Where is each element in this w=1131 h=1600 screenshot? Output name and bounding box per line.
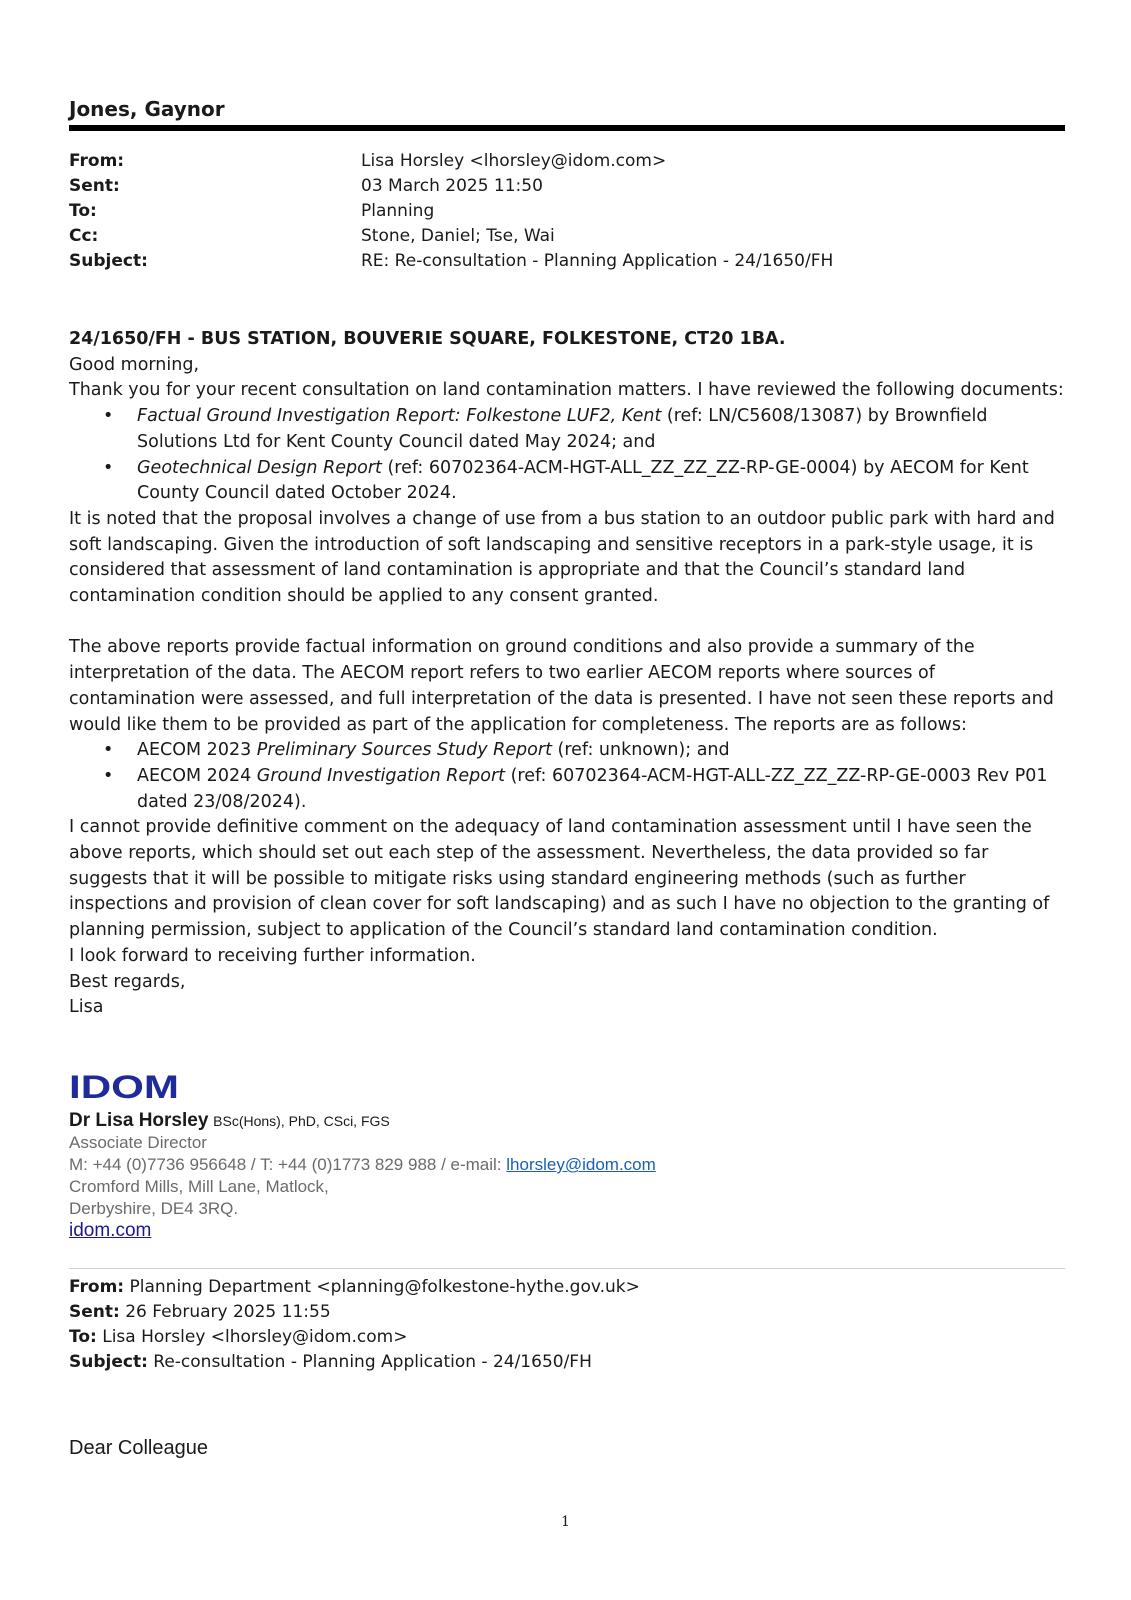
forwarded-header [69, 1275, 640, 1375]
idom-logo [69, 1072, 181, 1106]
page-number: 1 [561, 1514, 570, 1530]
to-label: To: [69, 201, 97, 221]
signature-address-line1: Cromford Mills, Mill Lane, Matlock, [69, 1177, 329, 1196]
fwd-from-label: From: [69, 1277, 125, 1297]
intro-text: Thank you for your recent consultation on land contamination matters. I have reviewed the following documents: [69, 380, 1064, 401]
fwd-from-value: Planning Department <planning@folkestone-hythe.gov.uk> [129, 1277, 640, 1297]
list-item: • Factual Ground Investigation Report: Folkestone LUF2, Kent (ref: LN/C5608/13087) by Brownfield Solutions Ltd for Kent County Council dated May 2024; and [137, 404, 1065, 455]
mailbox-owner: Jones, Gaynor [69, 97, 225, 121]
requested-reports-list [69, 738, 1065, 815]
from-value: Lisa Horsley <lhorsley@idom.com> [361, 151, 667, 171]
salutation: Dear Colleague [69, 1437, 208, 1459]
fwd-to-label: To: [69, 1327, 97, 1347]
reviewed-documents-list [69, 404, 1065, 507]
paragraph-reports: The above reports provide factual information on ground conditions and also provide a summary of the interpretation of the data. The AECOM report refers to two earlier AECOM reports where sources of contamination were assessed, and full interpretation of the data is presented. I have not seen these reports and would like them to be provided as part of the application for completeness. The reports are as follows: [69, 637, 1054, 735]
paragraph-conclusion: I cannot provide definitive comment on the adequacy of land contamination assessment until I have seen the above reports, which should set out each step of the assessment. Nevertheless, the data provided so far suggests that it will be possible to mitigate risks using standard engineering methods (such as further inspections and provision of clean cover for soft landscaping) and as such I have no objection to the granting of planning permission, subject to application of the Council’s standard land contamination condition. [69, 817, 1050, 941]
cc-label: Cc: [69, 226, 99, 246]
email-body [69, 327, 1065, 1021]
fwd-to-value: Lisa Horsley <lhorsley@idom.com> [102, 1327, 408, 1347]
email-signature [69, 1110, 656, 1242]
subject-label: Subject: [69, 251, 148, 271]
paragraph-proposal: It is noted that the proposal involves a change of use from a bus station to an outdoor public park with hard and soft landscaping. Given the introduction of soft landscaping and sensitive receptors in a park-style usage, it is considered that assessment of land contamination is appropriate and that the Council’s standard land contamination condition should be applied to any consent granted. [69, 508, 1055, 607]
signature-email-link[interactable]: lhorsley@idom.com [506, 1155, 656, 1174]
signature-website-link[interactable]: idom.com [69, 1220, 152, 1241]
fwd-subject-value: Re-consultation - Planning Application - 24/1650/FH [153, 1352, 592, 1372]
logo-text: IDOM [69, 1072, 179, 1102]
sign-off: Best regards, [69, 971, 186, 992]
signature-qualifications: BSc(Hons), PhD, CSci, FGS [213, 1113, 390, 1129]
list-item: • Geotechnical Design Report (ref: 60702364-ACM-HGT-ALL_ZZ_ZZ_ZZ-RP-GE-0004) by AECOM for Kent County Council dated October 2024. [137, 456, 1065, 507]
sent-value: 03 March 2025 11:50 [361, 176, 543, 196]
signature-role: Associate Director [69, 1133, 207, 1152]
signature-name: Dr Lisa Horsley [69, 1110, 209, 1131]
cc-value: Stone, Daniel; Tse, Wai [361, 226, 555, 246]
signature-address-line2: Derbyshire, DE4 3RQ. [69, 1199, 239, 1218]
signature-contact: M: +44 (0)7736 956648 / T: +44 (0)1773 829 988 / e-mail: lhorsley@idom.com [69, 1155, 656, 1174]
sent-label: Sent: [69, 176, 120, 196]
header-divider [69, 125, 1065, 131]
closing-line: I look forward to receiving further information. [69, 945, 476, 966]
subject-value: RE: Re-consultation - Planning Application - 24/1650/FH [361, 251, 834, 271]
fwd-subject-label: Subject: [69, 1352, 148, 1372]
to-value: Planning [361, 201, 435, 221]
forward-divider [69, 1268, 1065, 1269]
sender-first-name: Lisa [69, 997, 104, 1018]
greeting: Good morning, [69, 354, 200, 375]
list-item: • AECOM 2023 Preliminary Sources Study Report (ref: unknown); and [137, 738, 1065, 764]
list-item: • AECOM 2024 Ground Investigation Report (ref: 60702364-ACM-HGT-ALL-ZZ_ZZ_ZZ-RP-GE-0003 Rev P01 dated 23/08/2024). [137, 764, 1065, 815]
application-heading: 24/1650/FH - BUS STATION, BOUVERIE SQUARE, FOLKESTONE, CT20 1BA. [69, 329, 786, 349]
from-label: From: [69, 151, 125, 171]
fwd-sent-label: Sent: [69, 1302, 120, 1322]
fwd-sent-value: 26 February 2025 11:55 [125, 1302, 331, 1322]
